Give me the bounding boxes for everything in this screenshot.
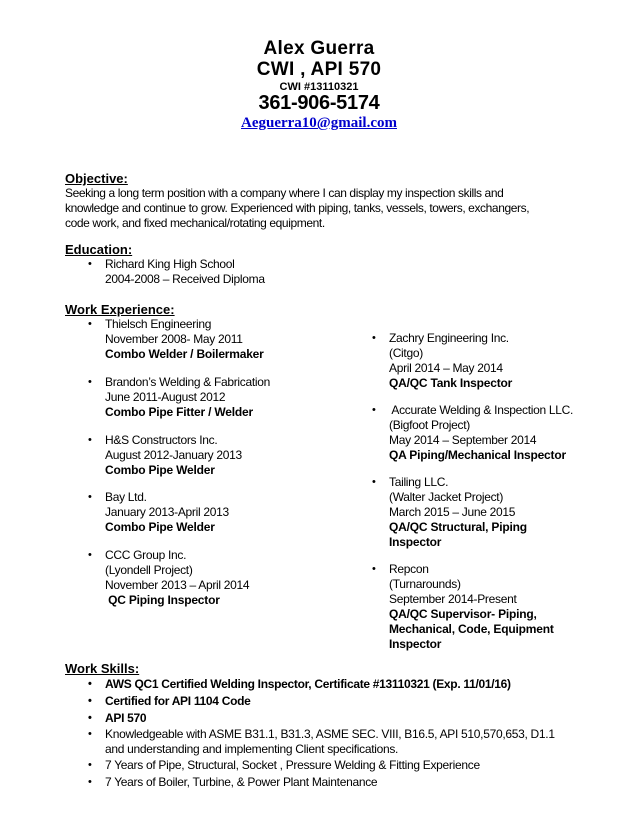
- job-company: Bay Ltd.: [105, 490, 147, 504]
- job-company: CCC Group Inc.: [105, 548, 187, 562]
- job-company: Brandon’s Welding & Fabrication: [105, 375, 271, 389]
- skill-item: [88, 775, 605, 790]
- objective-line: Seeking a long term position with a company where I can display my inspection skills and: [65, 186, 504, 200]
- job-role: QA/QC Supervisor- Piping,: [389, 607, 537, 621]
- job-dates: September 2014-Present: [389, 592, 517, 606]
- job-role: Combo Pipe Fitter / Welder: [105, 405, 253, 419]
- job-role: QA Piping/Mechanical Inspector: [389, 448, 566, 462]
- job-company: Thielsch Engineering: [105, 317, 212, 331]
- education-heading: Education:: [65, 242, 133, 257]
- bullet-icon: •: [88, 678, 92, 690]
- job-entry: [372, 562, 554, 652]
- job-project: (Citgo): [389, 346, 423, 360]
- work-skills-heading: Work Skills:: [65, 661, 140, 676]
- job-project: (Turnarounds): [389, 577, 461, 591]
- job-entry: [372, 331, 513, 391]
- job-dates: March 2015 – June 2015: [389, 505, 516, 519]
- skill-text: AWS QC1 Certified Welding Inspector, Certificate #13110321 (Exp. 11/01/16): [105, 677, 511, 691]
- school-detail: 2004-2008 – Received Diploma: [105, 272, 265, 286]
- skill-item: [88, 677, 605, 692]
- job-company: Zachry Engineering Inc.: [389, 331, 509, 345]
- job-company: Tailing LLC.: [389, 475, 449, 489]
- objective-heading: Objective:: [65, 171, 128, 186]
- job-dates: June 2011-August 2012: [105, 390, 226, 404]
- bullet-icon: •: [88, 776, 92, 788]
- job-dates: August 2012-January 2013: [105, 448, 242, 462]
- job-company: Repcon: [389, 562, 429, 576]
- job-company: H&S Constructors Inc.: [105, 433, 218, 447]
- resume-name: Alex Guerra: [263, 38, 375, 59]
- job-role: QA/QC Structural, Piping: [389, 520, 527, 534]
- skill-text: and understanding and implementing Client specifications.: [105, 742, 399, 756]
- job-project: (Bigfoot Project): [389, 418, 470, 432]
- job-company: Accurate Welding & Inspection LLC.: [389, 403, 574, 417]
- job-role: Combo Pipe Welder: [105, 463, 215, 477]
- job-entry: [88, 317, 264, 362]
- job-dates: November 2013 – April 2014: [105, 578, 250, 592]
- job-project: (Lyondell Project): [105, 563, 193, 577]
- job-role: Mechanical, Code, Equipment: [389, 622, 554, 636]
- job-dates: May 2014 – September 2014: [389, 433, 537, 447]
- job-entry: [88, 548, 250, 608]
- skill-item: [88, 694, 605, 709]
- skill-text: API 570: [105, 711, 147, 725]
- job-project: (Walter Jacket Project): [389, 490, 504, 504]
- bullet-icon: •: [88, 376, 92, 388]
- resume-certifications: CWI , API 570: [256, 59, 382, 80]
- job-role: Combo Pipe Welder: [105, 520, 215, 534]
- job-role: QA/QC Tank Inspector: [389, 376, 513, 390]
- bullet-icon: •: [88, 549, 92, 561]
- objective-line: code work, and fixed mechanical/rotating equipment.: [65, 216, 325, 230]
- bullet-icon: •: [372, 563, 376, 575]
- skill-item: [88, 727, 605, 757]
- job-entry: [88, 433, 242, 478]
- job-entry: [88, 490, 229, 535]
- job-role: QC Piping Inspector: [105, 593, 220, 607]
- skill-text: Certified for API 1104 Code: [105, 694, 251, 708]
- bullet-icon: •: [372, 404, 376, 416]
- bullet-icon: •: [88, 728, 92, 740]
- skill-text: Knowledgeable with ASME B31.1, B31.3, ASME SEC. VIII, B16.5, API 510,570,653, D1.1: [105, 727, 555, 741]
- work-experience-heading: Work Experience:: [65, 302, 175, 317]
- bullet-icon: •: [372, 332, 376, 344]
- bullet-icon: •: [88, 318, 92, 330]
- objective-text: [65, 186, 595, 231]
- skill-item: [88, 711, 605, 726]
- bullet-icon: •: [88, 695, 92, 707]
- education-item: [88, 257, 265, 287]
- bullet-icon: •: [88, 759, 92, 771]
- job-role: Combo Welder / Boilermaker: [105, 347, 264, 361]
- job-role: Inspector: [389, 637, 442, 651]
- bullet-icon: •: [88, 712, 92, 724]
- bullet-icon: •: [88, 258, 92, 270]
- job-entry: [372, 403, 574, 463]
- job-entry: [372, 475, 527, 550]
- bullet-icon: •: [88, 491, 92, 503]
- school-name: Richard King High School: [105, 257, 235, 271]
- objective-line: knowledge and continue to grow. Experienced with piping, tanks, vessels, towers, exchangers,: [65, 201, 530, 215]
- skill-item: [88, 758, 605, 773]
- job-dates: January 2013-April 2013: [105, 505, 229, 519]
- email-link[interactable]: Aeguerra10@gmail.com: [241, 115, 397, 131]
- bullet-icon: •: [372, 476, 376, 488]
- cwi-number: CWI #13110321: [279, 81, 359, 93]
- bullet-icon: •: [88, 434, 92, 446]
- phone-number: 361-906-5174: [258, 92, 380, 114]
- job-dates: April 2014 – May 2014: [389, 361, 503, 375]
- skill-text: 7 Years of Pipe, Structural, Socket , Pressure Welding & Fitting Experience: [105, 758, 480, 772]
- job-role: Inspector: [389, 535, 442, 549]
- skill-text: 7 Years of Boiler, Turbine, & Power Plant Maintenance: [105, 775, 378, 789]
- job-entry: [88, 375, 271, 420]
- job-dates: November 2008- May 2011: [105, 332, 243, 346]
